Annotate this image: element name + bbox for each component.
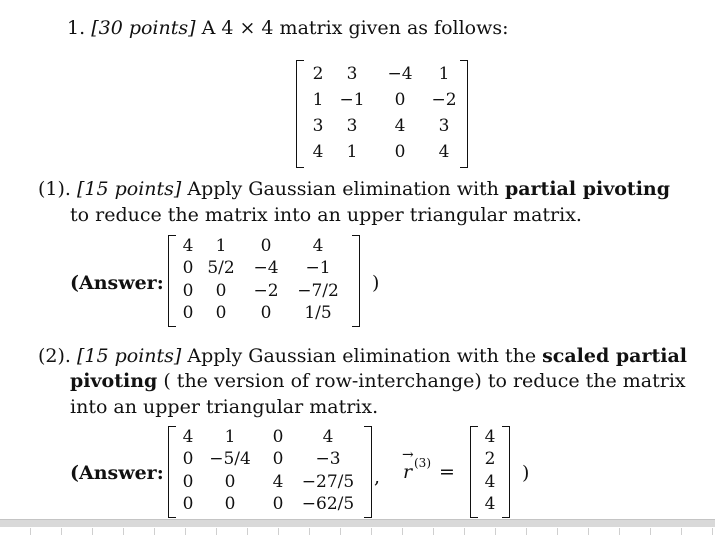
- matrix-cell: 0: [260, 303, 272, 323]
- matrix-cell: −27/5: [301, 472, 355, 492]
- part1-text: Apply Gaussian elimination with: [187, 178, 499, 200]
- matrix-cell: 0: [182, 281, 194, 301]
- matrix-cell: 4: [394, 116, 406, 136]
- problem-header: [67, 17, 509, 39]
- matrix-cell: 0: [182, 494, 194, 514]
- right-bracket: [364, 426, 372, 518]
- matrix-cell: 0: [215, 281, 227, 301]
- problem-number: 1.: [67, 17, 86, 39]
- right-bracket: [502, 426, 510, 518]
- matrix-cell: 4: [322, 427, 334, 447]
- matrix-cell: 4: [312, 236, 324, 256]
- matrix-cell: 4: [312, 142, 324, 162]
- matrix-cell: 3: [346, 64, 358, 84]
- matrix-cell: 0: [224, 472, 236, 492]
- matrix-cell: −2: [253, 281, 279, 301]
- matrix-cell: −4: [253, 258, 279, 278]
- matrix-cell: 0: [272, 494, 284, 514]
- part2-text-2: ( the version of row-interchange) to reduce the matrix: [163, 370, 686, 392]
- problem-matrix: [296, 60, 468, 168]
- vector-r3-label: [397, 447, 457, 486]
- part2-text: Apply Gaussian elimination with the: [187, 345, 537, 367]
- matrix-cell: 4: [272, 472, 284, 492]
- vector-letter: r: [403, 461, 413, 483]
- matrix-cell: 0: [182, 449, 194, 469]
- part1-points: [15 points]: [77, 178, 182, 200]
- left-bracket: [168, 426, 176, 518]
- part1-label: (1).: [38, 178, 71, 200]
- problem-points: [30 points]: [91, 17, 196, 39]
- matrix-cell: −1: [339, 90, 365, 110]
- matrix-cell: 1: [438, 64, 450, 84]
- matrix-cell: 0: [182, 258, 194, 278]
- matrix-cell: 0: [272, 449, 284, 469]
- matrix-cell: 4: [484, 427, 496, 447]
- part2-comma: ,: [374, 466, 381, 488]
- part2-vector: [470, 426, 510, 518]
- matrix-cell: 2: [484, 449, 496, 469]
- right-bracket: [460, 60, 468, 168]
- matrix-cell: 1: [224, 427, 236, 447]
- part1-bold: partial pivoting: [504, 178, 671, 200]
- part2-line3: into an upper triangular matrix.: [70, 396, 379, 418]
- matrix-cell: 1: [312, 90, 324, 110]
- matrix-cell: 2: [312, 64, 324, 84]
- problem-statement: A 4 × 4 matrix given as follows:: [201, 17, 509, 39]
- matrix-cell: 5/2: [207, 258, 235, 278]
- part2-label: (2).: [38, 345, 71, 367]
- matrix-cell: 0: [394, 90, 406, 110]
- part2-line2: [70, 370, 686, 392]
- part1-answer-label: (Answer:: [70, 272, 164, 294]
- matrix-cell: −7/2: [297, 281, 339, 301]
- left-bracket: [470, 426, 478, 518]
- part2-bold: scaled partial: [542, 345, 688, 367]
- right-bracket: [352, 235, 360, 327]
- matrix-cell: 0: [182, 472, 194, 492]
- matrix-cell: 4: [438, 142, 450, 162]
- part1-close-paren: ): [372, 272, 380, 294]
- vector-arrow: →: [402, 447, 414, 463]
- matrix-cell: 0: [215, 303, 227, 323]
- matrix-cell: 0: [260, 236, 272, 256]
- part2-bold-2: pivoting: [70, 370, 158, 392]
- part1-line2: to reduce the matrix into an upper triangular matrix.: [70, 204, 582, 226]
- part2-close-paren: ): [522, 462, 530, 484]
- equals-sign: =: [439, 461, 455, 483]
- matrix-cell: 3: [346, 116, 358, 136]
- matrix-cell: 4: [484, 494, 496, 514]
- matrix-cell: 1: [346, 142, 358, 162]
- matrix-cell: −5/4: [209, 449, 251, 469]
- matrix-cell: −62/5: [301, 494, 355, 514]
- part2-points: [15 points]: [77, 345, 182, 367]
- matrix-cell: 3: [438, 116, 450, 136]
- matrix-cell: 0: [272, 427, 284, 447]
- matrix-cell: 0: [224, 494, 236, 514]
- left-bracket: [296, 60, 304, 168]
- matrix-cell: 4: [484, 472, 496, 492]
- left-bracket: [168, 235, 176, 327]
- matrix-cell: 4: [182, 427, 194, 447]
- part2-answer-label: (Answer:: [70, 462, 164, 484]
- part2-line1: [38, 345, 687, 367]
- matrix-cell: −3: [315, 449, 341, 469]
- matrix-cell: 0: [394, 142, 406, 162]
- matrix-cell: 4: [182, 236, 194, 256]
- matrix-cell: −1: [305, 258, 331, 278]
- matrix-cell: 0: [182, 303, 194, 323]
- vector-superscript: (3): [414, 456, 431, 470]
- matrix-cell: 1/5: [304, 303, 332, 323]
- matrix-cell: 1: [215, 236, 227, 256]
- part1-line1: [38, 178, 670, 200]
- part2-answer-matrix: [168, 426, 372, 518]
- matrix-cell: −2: [431, 90, 457, 110]
- part1-answer-matrix: [168, 235, 360, 327]
- matrix-cell: −4: [387, 64, 413, 84]
- matrix-cell: 3: [312, 116, 324, 136]
- bottom-scroll-strip: [0, 519, 715, 527]
